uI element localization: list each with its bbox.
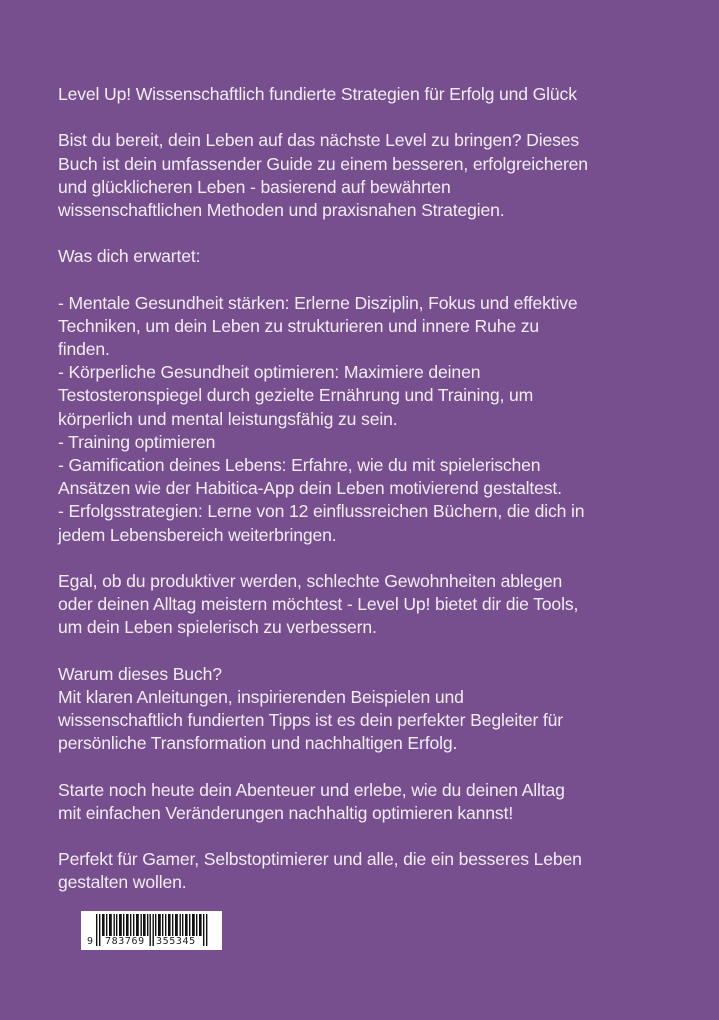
list-line: - Mentale Gesundheit stärken: Erlerne Disziplin, Fokus und effektive	[58, 292, 578, 313]
list-line: Ansätzen wie der Habitica-App dein Leben motivierend gestaltest.	[58, 478, 562, 499]
intro-line: Buch ist dein umfassender Guide zu einem besseren, erfolgreicheren	[58, 153, 588, 174]
egal-line: oder deinen Alltag meistern möchtest - Level Up! bietet dir die Tools,	[58, 594, 579, 615]
list-line: körperlich und mental leistungsfähig zu sein.	[58, 408, 398, 429]
blurb-text	[58, 83, 698, 895]
list-line: finden.	[58, 339, 110, 360]
egal-line: um dein Leben spielerisch zu verbessern.	[58, 617, 377, 638]
why-line: Mit klaren Anleitungen, inspirierenden Beispielen und	[58, 686, 464, 707]
closing-line: Perfekt für Gamer, Selbstoptimierer und alle, die ein besseres Leben	[58, 849, 582, 870]
intro-line: wissenschaftlichen Methoden und praxisnahen Strategien.	[58, 199, 505, 220]
blank-line	[58, 755, 698, 778]
list-line: jedem Lebensbereich weiterbringen.	[58, 524, 337, 545]
list-line: - Erfolgsstrategien: Lerne von 12 einflussreichen Büchern, die dich in	[58, 501, 585, 522]
why-line: persönliche Transformation und nachhaltigen Erfolg.	[58, 733, 458, 754]
barcode-left-digits: 783769	[105, 936, 145, 947]
title-line: Level Up! Wissenschaftlich fundierte Strategien für Erfolg und Glück	[58, 84, 577, 104]
why-line: wissenschaftlich fundierten Tipps ist es dein perfekter Begleiter für	[58, 710, 564, 731]
blank-line	[58, 547, 698, 570]
blank-line	[58, 222, 698, 245]
list-line: - Gamification deines Lebens: Erfahre, wie du mit spielerischen	[58, 455, 541, 475]
start-line: Starte noch heute dein Abenteuer und erlebe, wie du deinen Alltag	[58, 779, 565, 800]
egal-line: Egal, ob du produktiver werden, schlechte Gewohnheiten ablegen	[58, 570, 563, 591]
blank-line	[58, 825, 698, 848]
why-heading: Warum dieses Buch?	[58, 663, 222, 684]
blank-line	[58, 640, 698, 663]
list-line: - Körperliche Gesundheit optimieren: Maximiere deinen	[58, 362, 481, 383]
list-line: Testosteronspiegel durch gezielte Ernährung und Training, um	[58, 385, 534, 406]
start-line: mit einfachen Veränderungen nachhaltig optimieren kannst!	[58, 802, 514, 823]
blank-line	[58, 106, 698, 129]
blank-line	[58, 269, 698, 292]
closing-line: gestalten wollen.	[58, 872, 187, 893]
isbn-barcode	[81, 911, 222, 950]
barcode-right-digits: 355345	[156, 936, 196, 947]
expect-heading: Was dich erwartet:	[58, 246, 201, 267]
intro-line: und glücklicheren Leben - basierend auf bewährten	[58, 176, 451, 197]
intro-line: Bist du bereit, dein Leben auf das nächste Level zu bringen? Dieses	[58, 130, 580, 151]
list-line: Techniken, um dein Leben zu strukturieren und innere Ruhe zu	[58, 315, 539, 336]
barcode-first-digit: 9	[87, 936, 94, 947]
list-line: - Training optimieren	[58, 431, 216, 452]
barcode-bars-icon	[81, 911, 222, 950]
